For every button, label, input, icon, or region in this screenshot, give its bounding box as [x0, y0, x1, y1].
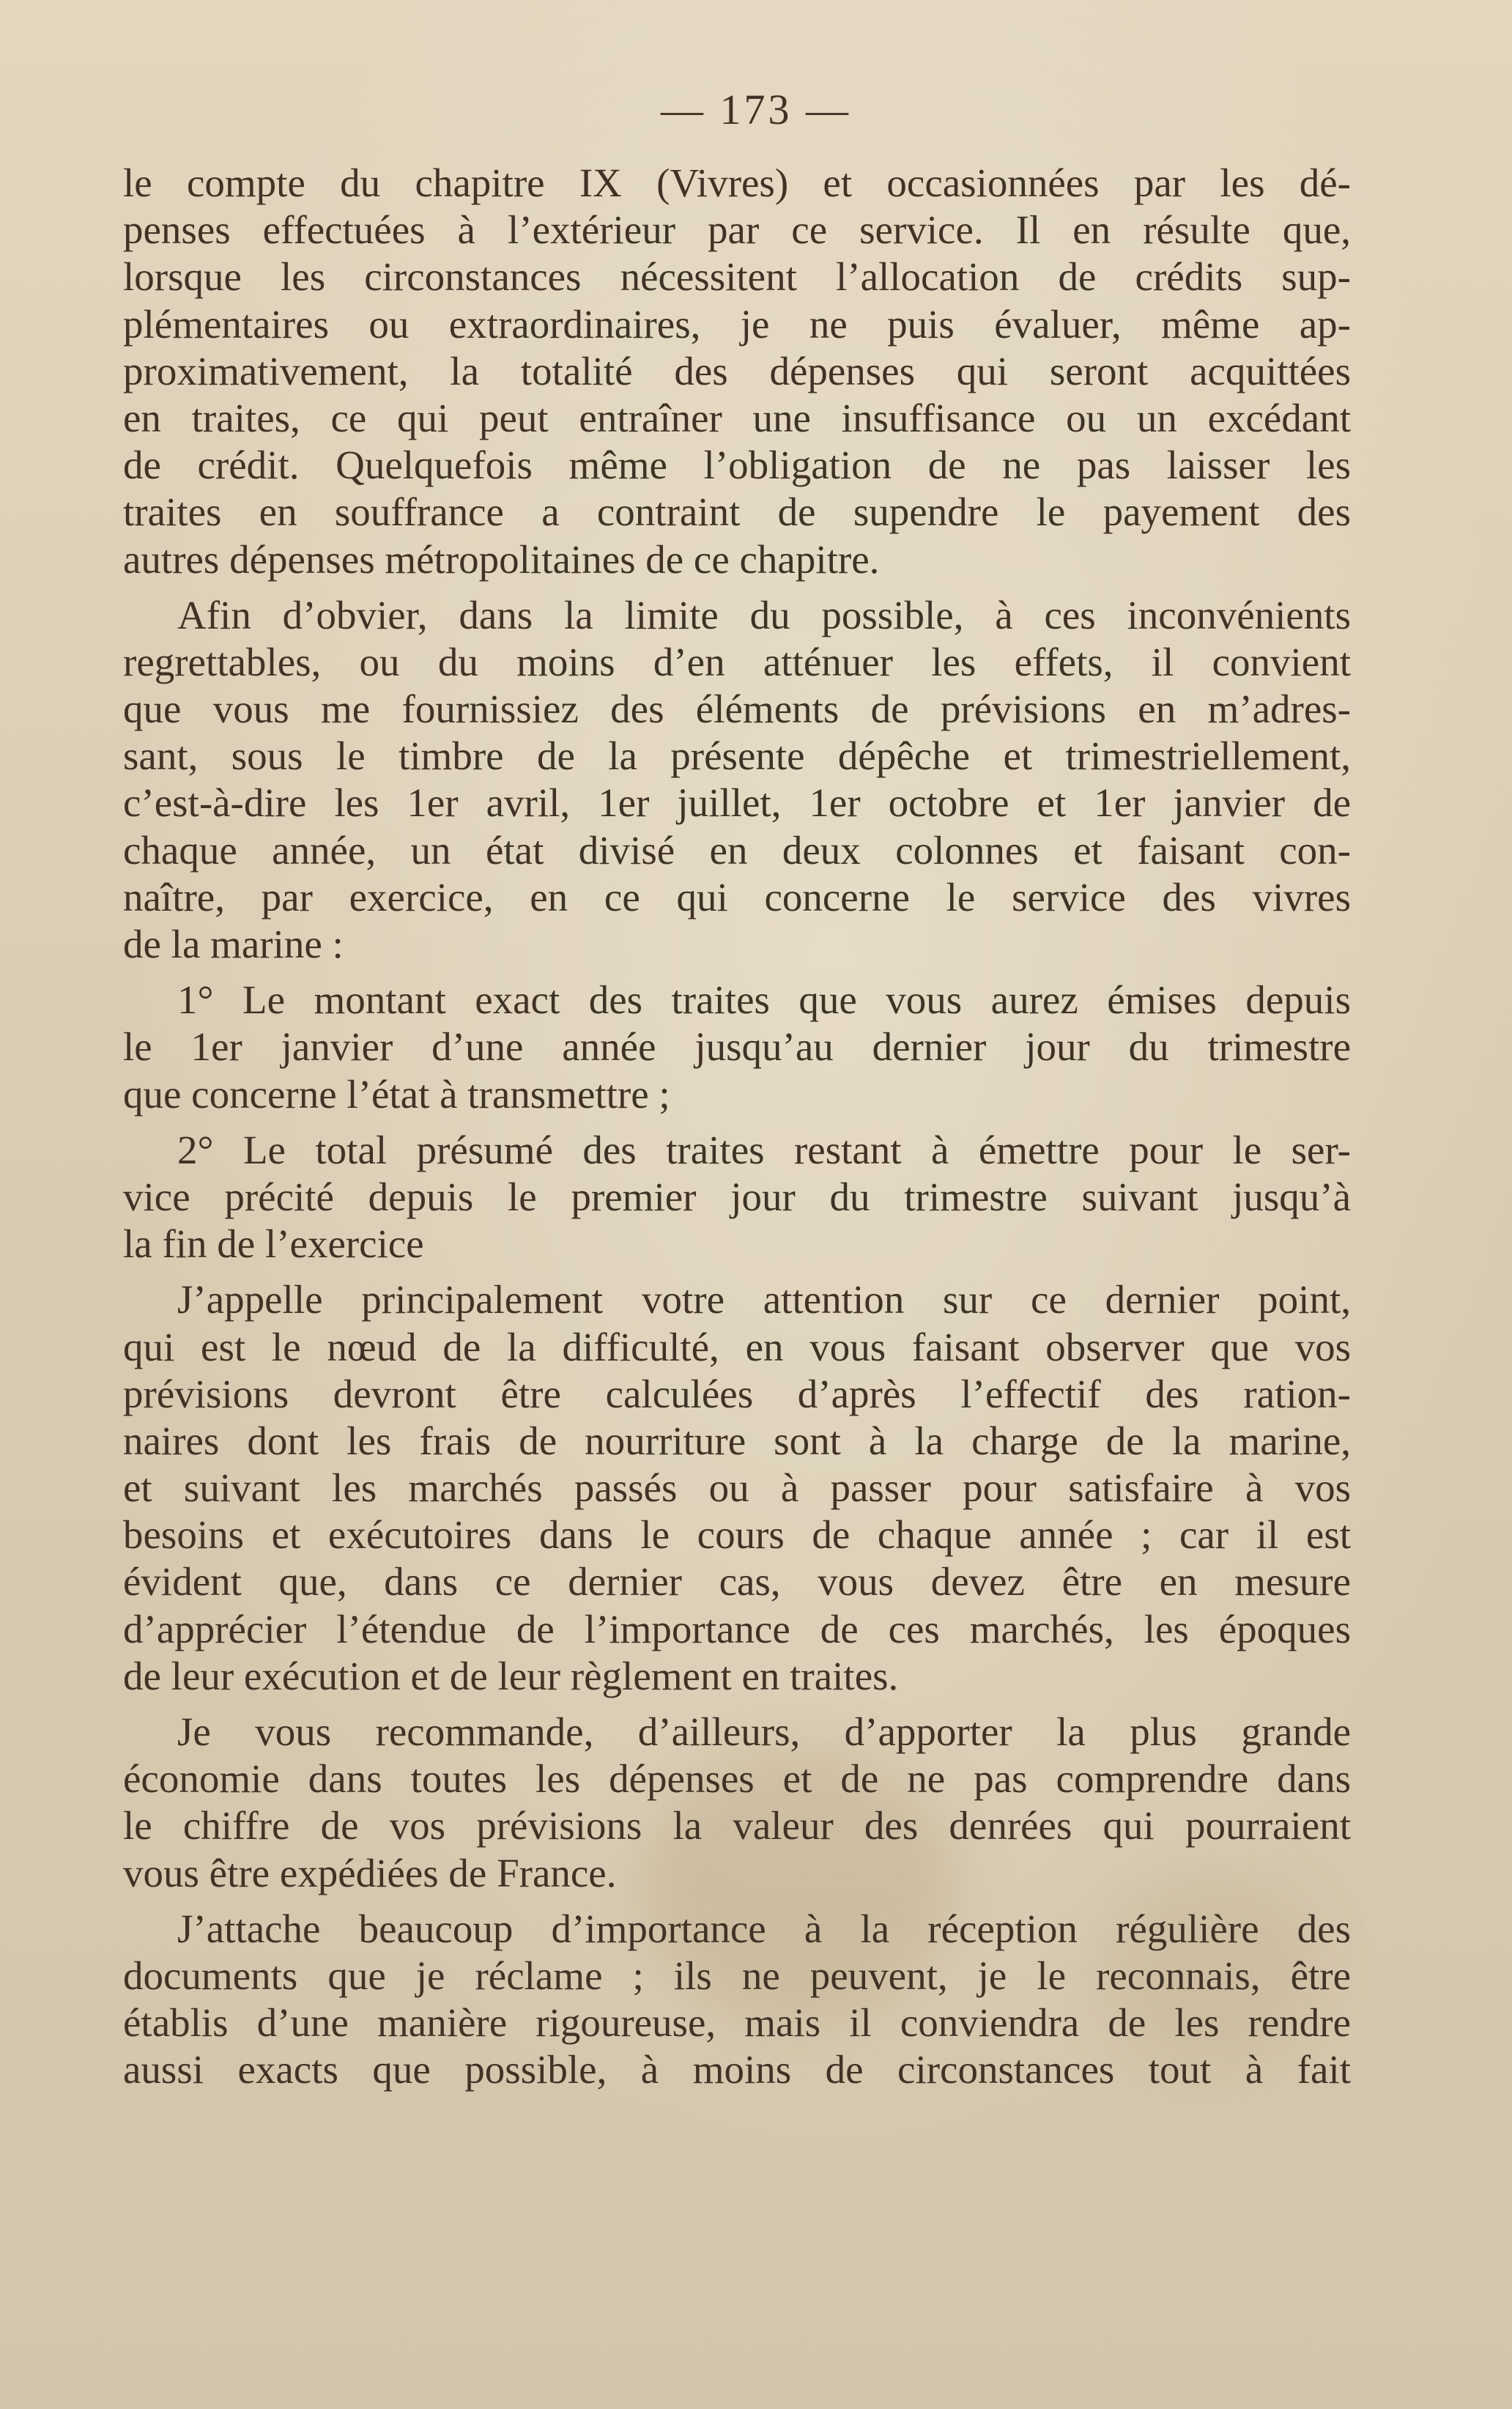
text-line: d’apprécier l’étendue de l’importance de ces marchés, les époques: [123, 1606, 1351, 1651]
text-line: c’est-à-dire les 1er avril, 1er juillet, 1er octobre et 1er janvier de: [123, 780, 1351, 826]
text-line: proximativement, la totalité des dépenses qui seront acquittées: [123, 348, 1351, 393]
text-line: aussi exacts que possible, à moins de circonstances tout à fait: [123, 2047, 1351, 2092]
paragraph: [123, 1906, 1351, 2094]
text-line: le compte du chapitre IX (Vivres) et occasionnées par les dé-: [123, 160, 1351, 205]
text-line: plémentaires ou extraordinaires, je ne puis évaluer, même ap-: [123, 301, 1351, 347]
text-line: lorsque les circonstances nécessitent l’allocation de crédits sup-: [123, 254, 1351, 300]
text-line: naître, par exercice, en ce qui concerne le service des vivres: [123, 874, 1351, 919]
text-line: besoins et exécutoires dans le cours de chaque année ; car il est: [123, 1512, 1351, 1558]
text-line: J’appelle principalement votre attention sur ce dernier point,: [177, 1277, 1351, 1322]
text-line: évident que, dans ce dernier cas, vous devez être en mesure: [123, 1559, 1351, 1605]
text-line: naires dont les frais de nourriture sont à la charge de la marine,: [123, 1418, 1351, 1463]
paragraph: [123, 1709, 1351, 1897]
text-line: et suivant les marchés passés ou à passer pour satisfaire à vos: [123, 1465, 1351, 1511]
text-line: le 1er janvier d’une année jusqu’au dernier jour du trimestre: [123, 1024, 1351, 1070]
text-line: que concerne l’état à transmettre ;: [123, 1071, 670, 1117]
paragraph: [123, 1276, 1351, 1700]
text-line: la fin de l’exercice: [123, 1221, 424, 1267]
text-line: 1° Le montant exact des traites que vous aurez émises depuis: [177, 977, 1351, 1023]
text-line: vice précité depuis le premier jour du trimestre suivant jusqu’à: [123, 1174, 1351, 1219]
text-line: prévisions devront être calculées d’après l’effectif des ration-: [123, 1371, 1351, 1416]
page-number: — 173 —: [661, 86, 851, 133]
text-line: 2° Le total présumé des traites restant à émettre pour le ser-: [177, 1127, 1351, 1172]
text-line: Je vous recommande, d’ailleurs, d’apporter la plus grande: [177, 1709, 1351, 1754]
text-line: J’attache beaucoup d’importance à la réception régulière des: [177, 1906, 1351, 1951]
paragraph: [123, 1127, 1351, 1268]
text-line: autres dépenses métropolitaines de ce chapitre.: [123, 536, 880, 582]
text-line: le chiffre de vos prévisions la valeur des denrées qui pourraient: [123, 1803, 1351, 1849]
text-line: de la marine :: [123, 922, 344, 966]
text-line: que vous me fournissiez des éléments de prévisions en m’adres-: [123, 687, 1351, 732]
text-line: documents que je réclame ; ils ne peuvent, je le reconnais, être: [123, 1953, 1351, 1998]
text-line: économie dans toutes les dépenses et de ne pas comprendre dans: [123, 1756, 1351, 1802]
text-line: qui est le nœud de la difficulté, en vous faisant observer que vos: [123, 1324, 1351, 1369]
body-text: [123, 160, 1351, 2094]
text-line: en traites, ce qui peut entraîner une insuffisance ou un excédant: [123, 395, 1351, 440]
text-line: Afin d’obvier, dans la limite du possible, à ces inconvénients: [177, 592, 1351, 637]
paragraph: [123, 977, 1351, 1118]
text-line: chaque année, un état divisé en deux colonnes et faisant con-: [123, 827, 1351, 873]
text-line: penses effectuées à l’extérieur par ce service. Il en résulte que,: [123, 207, 1351, 253]
text-line: sant, sous le timbre de la présente dépêche et trimestriellement,: [123, 733, 1351, 779]
paragraph: [123, 592, 1351, 969]
text-line: établis d’une manière rigoureuse, mais il conviendra de les rendre: [123, 2000, 1351, 2046]
text-line: vous être expédiées de France.: [123, 1850, 617, 1895]
text-line: de leur exécution et de leur règlement en traites.: [123, 1653, 899, 1698]
text-line: regrettables, ou du moins d’en atténuer les effets, il convient: [123, 639, 1351, 684]
text-line: de crédit. Quelquefois même l’obligation de ne pas laisser les: [123, 443, 1351, 488]
text-line: traites en souffrance a contraint de supendre le payement des: [123, 489, 1351, 535]
paragraph: [123, 160, 1351, 583]
